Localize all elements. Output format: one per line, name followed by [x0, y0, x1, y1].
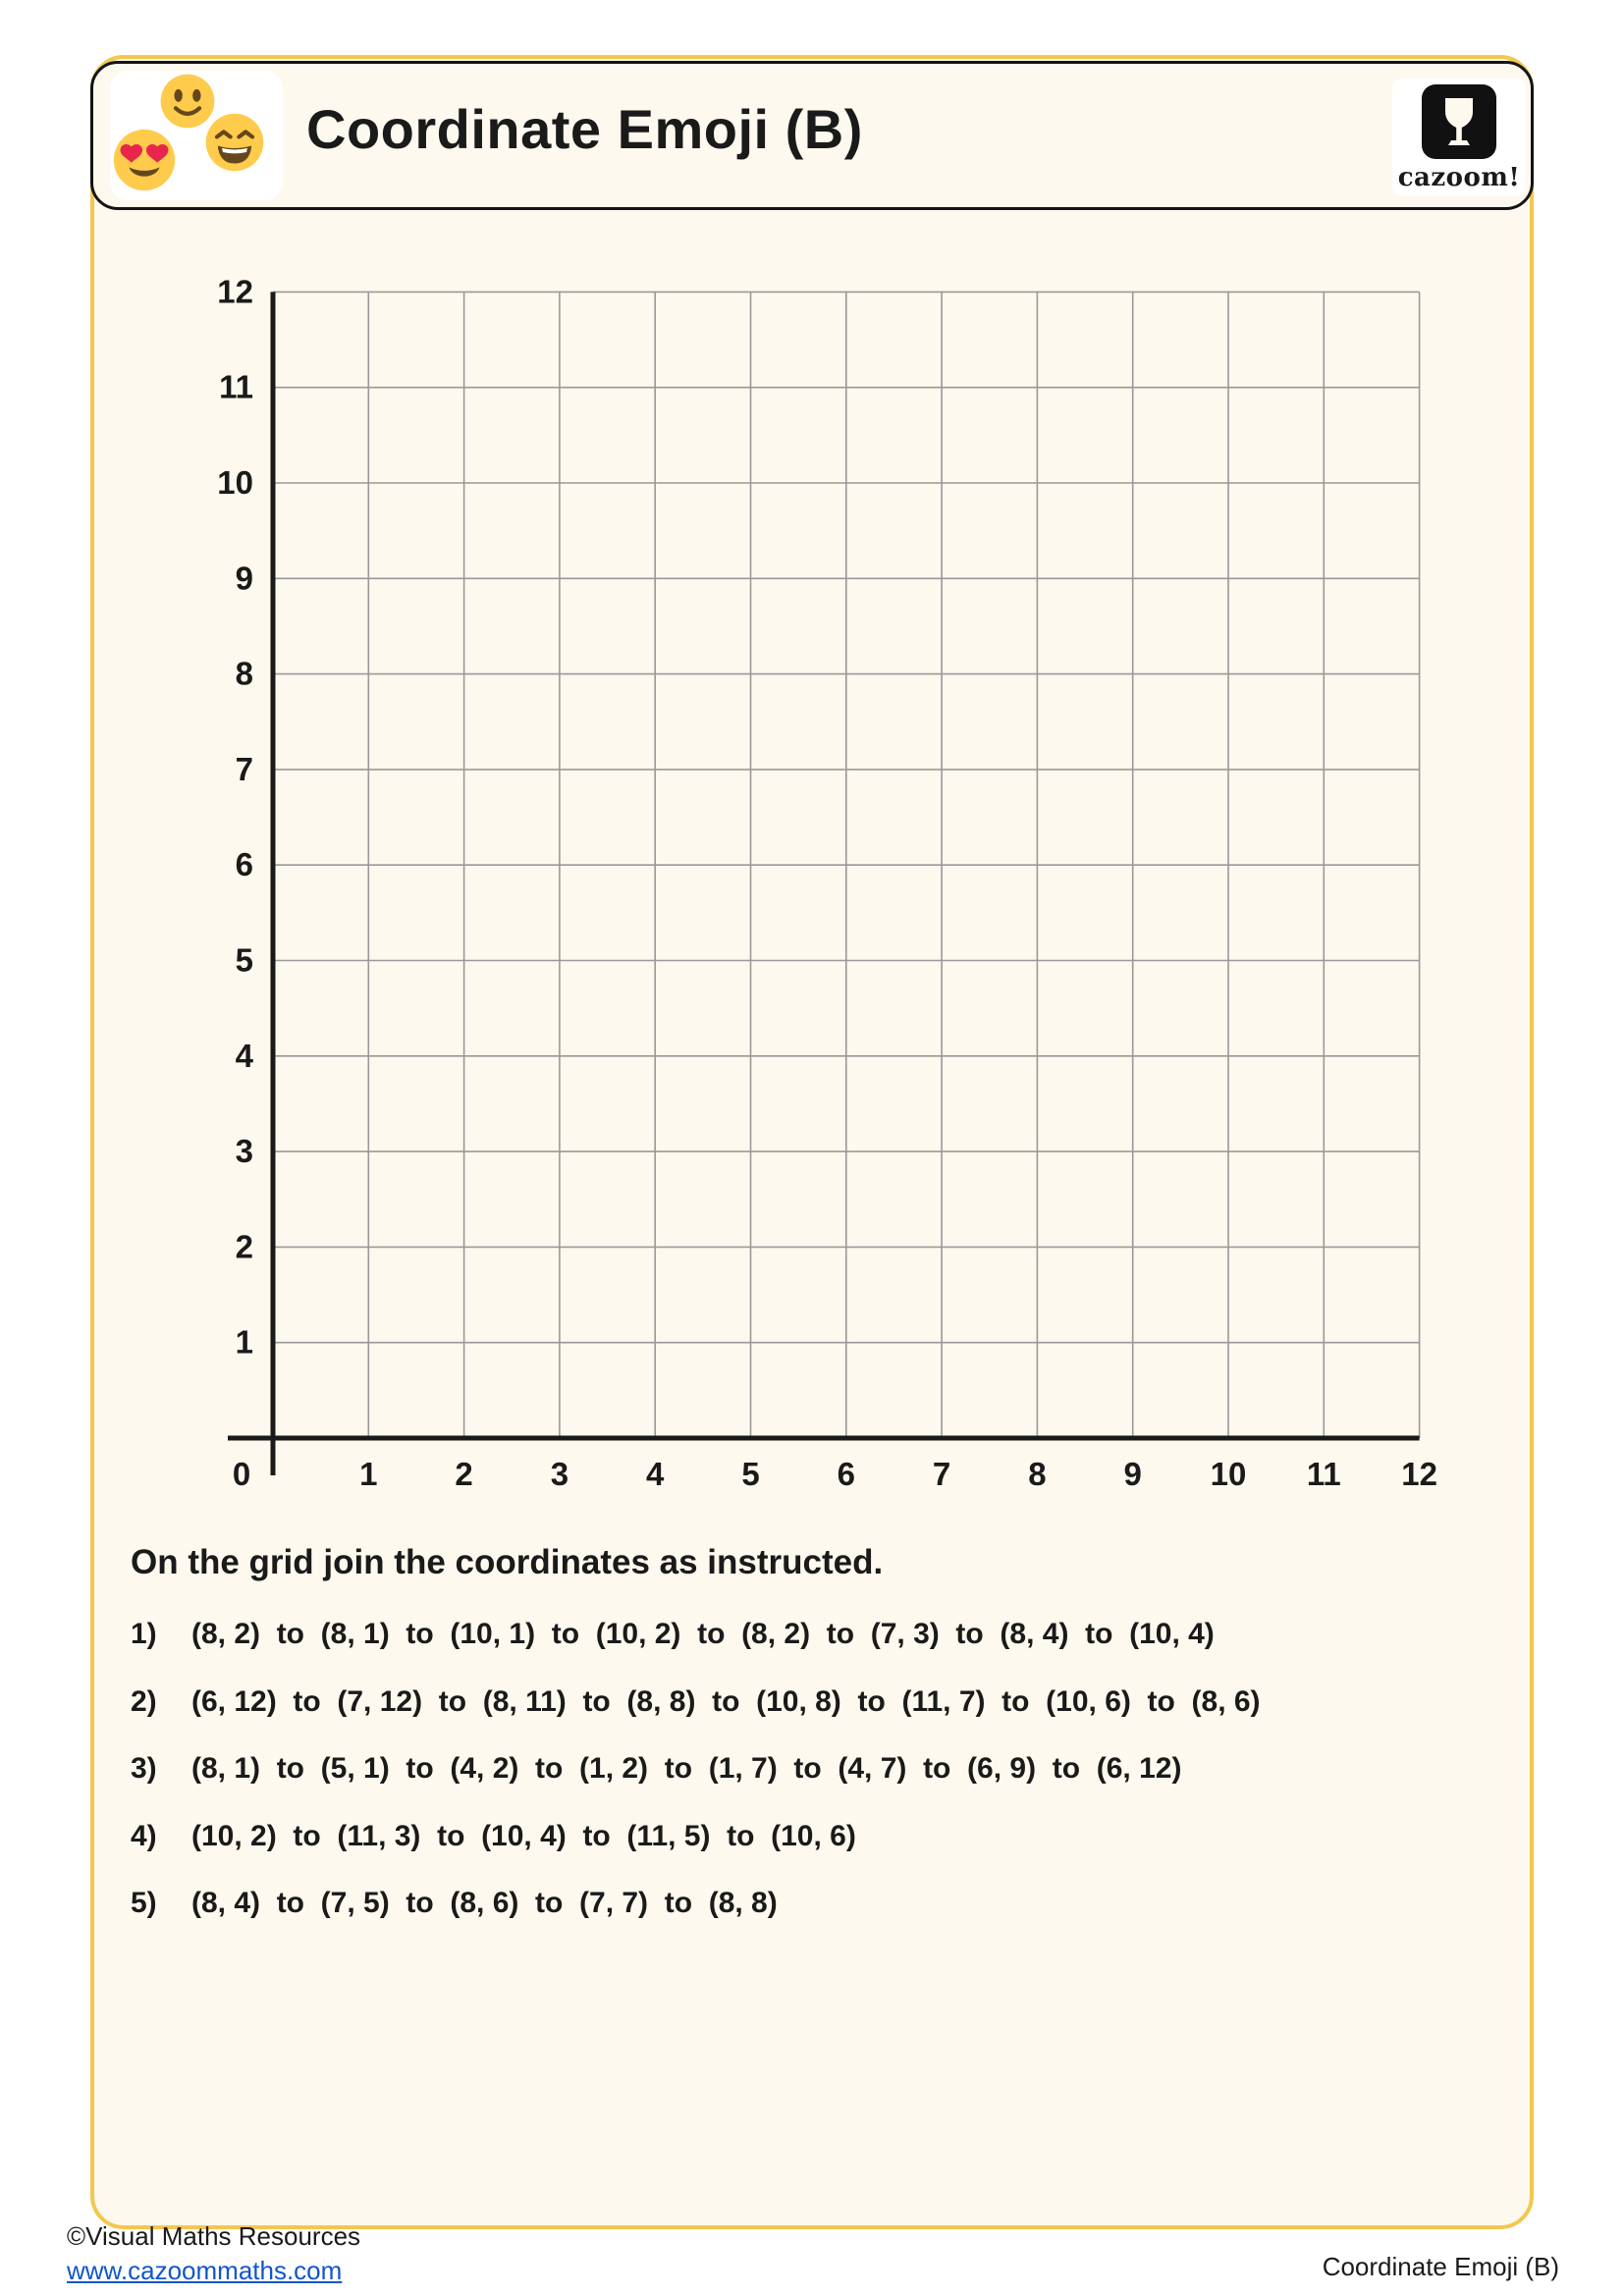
svg-text:1: 1	[359, 1456, 378, 1492]
item-coordinates: (8, 4) to (7, 5) to (8, 6) to (7, 7) to (8, 8)	[191, 1887, 778, 1920]
item-coordinates: (10, 2) to (11, 3) to (10, 4) to (11, 5) to (10, 6)	[191, 1819, 856, 1852]
svg-text:9: 9	[1123, 1456, 1142, 1492]
footer-doc-title: Coordinate Emoji (B)	[1322, 2252, 1559, 2281]
item-number: 2)	[131, 1684, 157, 1718]
footer-left	[67, 2219, 360, 2288]
svg-text:10: 10	[1210, 1456, 1247, 1492]
svg-text:6: 6	[235, 846, 253, 883]
emoji-cluster	[110, 71, 283, 200]
instructions-section	[131, 1543, 1517, 1950]
website-link[interactable]: www.cazoommaths.com	[67, 2256, 343, 2285]
instruction-item-2	[131, 1682, 1517, 1724]
svg-text:5: 5	[235, 941, 253, 979]
instruction-item-4	[131, 1816, 1517, 1858]
item-coordinates: (6, 12) to (7, 12) to (8, 11) to (8, 8) to (10, 8) to (11, 7) to (10, 6) to (8, 6)	[191, 1684, 1261, 1718]
item-coordinates: (8, 2) to (8, 1) to (10, 1) to (10, 2) to (8, 2) to (7, 3) to (8, 4) to (10, 4)	[191, 1618, 1215, 1650]
svg-text:2: 2	[235, 1228, 253, 1265]
instruction-item-3	[131, 1748, 1517, 1790]
item-number: 1)	[131, 1618, 157, 1650]
svg-text:7: 7	[235, 750, 253, 787]
svg-text:9: 9	[235, 560, 253, 597]
svg-text:12: 12	[217, 273, 253, 310]
copyright-text: ©Visual Maths Resources	[67, 2221, 361, 2251]
svg-text:1: 1	[235, 1323, 253, 1361]
svg-text:4: 4	[235, 1037, 253, 1074]
svg-text:12: 12	[1401, 1456, 1437, 1492]
item-number: 3)	[131, 1752, 157, 1786]
svg-text:8: 8	[1028, 1456, 1047, 1492]
svg-text:3: 3	[550, 1456, 569, 1492]
svg-text:5: 5	[741, 1456, 760, 1492]
item-number: 5)	[131, 1887, 157, 1920]
cazoom-logo-icon	[1420, 82, 1498, 161]
item-coordinates: (8, 1) to (5, 1) to (4, 2) to (1, 2) to (1, 7) to (4, 7) to (6, 9) to (6, 12)	[191, 1752, 1182, 1786]
instruction-item-5	[131, 1883, 1517, 1925]
svg-text:2: 2	[455, 1456, 473, 1492]
instruction-item-1	[131, 1614, 1517, 1656]
svg-text:8: 8	[235, 655, 253, 692]
svg-text:4: 4	[646, 1456, 665, 1492]
cazoom-logo-text: cazoom!	[1397, 163, 1521, 192]
page-title: Coordinate Emoji (B)	[306, 98, 863, 160]
svg-text:11: 11	[1306, 1456, 1341, 1492]
item-number: 4)	[131, 1819, 157, 1852]
svg-text:6: 6	[837, 1456, 855, 1492]
svg-text:0: 0	[232, 1456, 251, 1492]
coordinate-grid	[0, 226, 1624, 1512]
laughing-emoji-icon	[204, 112, 265, 173]
svg-text:3: 3	[235, 1133, 253, 1170]
heart-eyes-emoji-icon	[112, 128, 177, 192]
svg-text:11: 11	[219, 368, 253, 405]
instructions-heading: On the grid join the coordinates as instructed.	[131, 1543, 884, 1581]
svg-text:7: 7	[932, 1456, 951, 1492]
svg-text:10: 10	[217, 464, 253, 501]
cazoom-logo	[1392, 79, 1526, 196]
